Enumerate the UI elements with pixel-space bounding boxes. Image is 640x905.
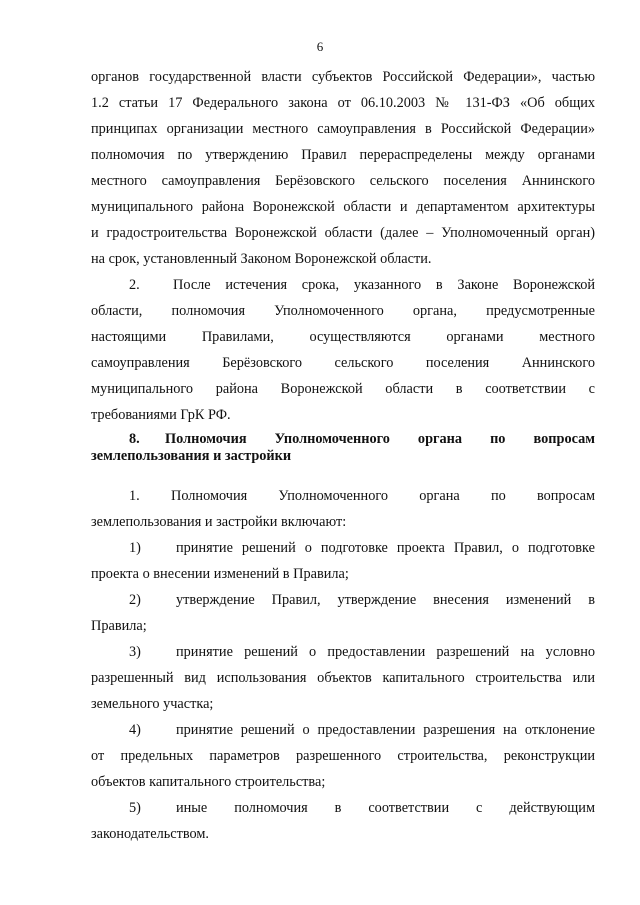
- text-line: [91, 795, 595, 821]
- text-line: земельного участка;: [91, 696, 214, 712]
- text-run: утверждение Правил, утверждение внесения изменений в: [176, 592, 595, 608]
- text-line: объектов капитального строительства;: [91, 774, 326, 790]
- text-line: муниципального района Воронежской области и департаментом архитектуры: [91, 199, 595, 215]
- text-line: от предельных параметров разрешенного строительства, реконструкции: [91, 748, 595, 764]
- text-run: Полномочия Уполномоченного органа по вопросам: [171, 488, 595, 504]
- item-1: [91, 483, 595, 535]
- text-line: [91, 639, 595, 665]
- text-line: законодательством.: [91, 826, 209, 842]
- text-line: требованиями ГрК РФ.: [91, 407, 231, 423]
- subitem-number: 3): [129, 644, 141, 660]
- text-run: После истечения срока, указанного в Законе Воронежской: [173, 277, 595, 293]
- text-line: муниципального района Воронежской области в соответствии с: [91, 381, 595, 397]
- section-title: Полномочия Уполномоченного органа по вопросам: [165, 431, 595, 447]
- heading-line: [91, 431, 595, 448]
- text-line: землепользования и застройки включают:: [91, 514, 347, 530]
- list-item: [91, 587, 595, 639]
- text-line: [91, 717, 595, 743]
- paragraph-2: [91, 272, 595, 428]
- text-line: [91, 483, 595, 509]
- text-line: принципах организации местного самоуправления в Российской Федерации»: [91, 121, 595, 137]
- page-number: 6: [316, 39, 324, 54]
- text-line: области, полномочия Уполномоченного органа, предусмотренные: [91, 303, 595, 319]
- list-item: [91, 717, 595, 795]
- text-line: местного самоуправления Берёзовского сельского поселения Аннинского: [91, 173, 595, 189]
- item-number: 1.: [129, 488, 140, 504]
- text-line: настоящими Правилами, осуществляются органами местного: [91, 329, 595, 345]
- text-run: принятие решений о предоставлении разрешения на отклонение: [176, 722, 595, 738]
- subitem-number: 2): [129, 592, 141, 608]
- paragraph-number: 2.: [129, 277, 140, 293]
- paragraph-1: [91, 64, 595, 272]
- text-line: проекта о внесении изменений в Правила;: [91, 566, 349, 582]
- subitem-number: 5): [129, 800, 141, 816]
- subitem-number: 1): [129, 540, 141, 556]
- subitem-number: 4): [129, 722, 141, 738]
- text-run: принятие решений о предоставлении разрешений на условно: [176, 644, 595, 660]
- text-line: самоуправления Берёзовского сельского поселения Аннинского: [91, 355, 595, 371]
- text-run: принятие решений о подготовке проекта Правил, о подготовке: [176, 540, 595, 556]
- text-line: разрешенный вид использования объектов капитального строительства или: [91, 670, 595, 686]
- text-run: иные полномочия в соответствии с действующим: [176, 800, 595, 816]
- text-line: и градостроительства Воронежской области (далее – Уполномоченный орган): [91, 225, 595, 241]
- section-heading: [91, 431, 595, 465]
- list-item: [91, 535, 595, 587]
- text-line: [91, 587, 595, 613]
- list-item: [91, 795, 595, 847]
- text-line: органов государственной власти субъектов Российской Федерации», частью: [91, 69, 595, 85]
- text-line: [91, 272, 595, 298]
- text-line: [91, 535, 595, 561]
- section-title-continued: землепользования и застройки: [91, 448, 292, 464]
- list-item: [91, 639, 595, 717]
- text-line: на срок, установленный Законом Воронежской области.: [91, 251, 432, 267]
- text-line: 1.2 статьи 17 Федерального закона от 06.10.2003 № 131-ФЗ «Об общих: [91, 95, 595, 111]
- section-number: 8.: [129, 431, 140, 447]
- text-line: полномочия по утверждению Правил перераспределены между органами: [91, 147, 595, 163]
- subitem-list: [91, 535, 595, 847]
- text-line: Правила;: [91, 618, 147, 634]
